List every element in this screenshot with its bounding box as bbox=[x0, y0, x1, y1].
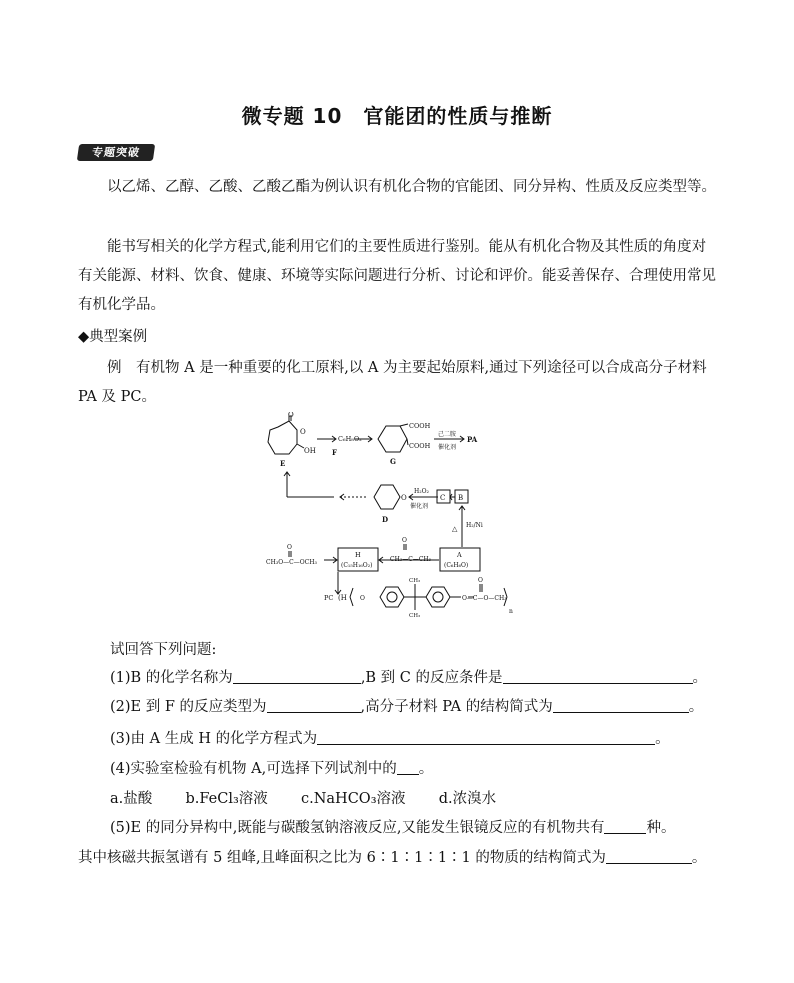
label-pa: PA bbox=[467, 435, 478, 444]
option-c: c.NaHCO₃溶液 bbox=[301, 791, 406, 807]
case-heading: ◆典型案例 bbox=[78, 329, 148, 345]
pc-end-group: O—C—O—CH₃ bbox=[462, 595, 507, 602]
dmc-o: O bbox=[287, 544, 292, 551]
reagent-h2o2: H₂O₂ bbox=[414, 488, 429, 495]
reagent-hexanediamine: 己二胺 bbox=[438, 431, 457, 438]
section-badge: 专题突破 bbox=[77, 144, 155, 161]
q2-blank-pa[interactable] bbox=[553, 697, 689, 713]
acetone: CH₃—C—CH₃ bbox=[390, 556, 432, 563]
option-b: b.FeCl₃溶液 bbox=[185, 791, 268, 807]
page-title: 微专题 10 官能团的性质与推断 bbox=[241, 104, 553, 128]
question-4 bbox=[110, 755, 730, 784]
label-pc: PC bbox=[324, 594, 334, 602]
label-e: E bbox=[280, 459, 286, 468]
catalyst-mid: 催化剂 bbox=[410, 503, 429, 510]
q2-text-c: 。 bbox=[688, 699, 704, 715]
q2-text-a: (2)E 到 F 的反应类型为 bbox=[110, 699, 267, 715]
pc-n: n bbox=[509, 608, 513, 615]
condition-h2-ni: H₂/Ni bbox=[466, 522, 483, 529]
q1-text-a: (1)B 的化学名称为 bbox=[110, 670, 233, 686]
condition-heat: △ bbox=[452, 525, 458, 533]
label-d: D bbox=[382, 515, 389, 524]
option-a: a.盐酸 bbox=[110, 791, 153, 807]
f-formula: C₆H₈O₂ bbox=[338, 435, 362, 443]
q5-text-d: 。 bbox=[691, 850, 707, 866]
q3-blank-equation[interactable] bbox=[317, 729, 655, 745]
a-formula: (C₆H₆O) bbox=[444, 562, 469, 569]
q5-blank-count[interactable] bbox=[604, 818, 646, 834]
e-ring-o: O bbox=[300, 428, 306, 436]
q5-text-a: (5)E 的同分异构中,既能与碳酸氢钠溶液反应,又能发生银镜反应的有机物共有 bbox=[110, 820, 605, 836]
label-h: H bbox=[355, 551, 361, 559]
label-c: C bbox=[440, 494, 446, 502]
question-2 bbox=[110, 693, 730, 722]
q5-blank-structure[interactable] bbox=[606, 848, 692, 864]
label-b: B bbox=[458, 494, 464, 502]
g-cooh-1: COOH bbox=[409, 422, 431, 430]
question-4-options bbox=[110, 785, 730, 814]
question-5 bbox=[110, 814, 730, 843]
q2-text-b: ,高分子材料 PA 的结构简式为 bbox=[360, 699, 553, 715]
pc-carbonyl-o: O bbox=[478, 577, 483, 584]
label-f: F bbox=[332, 448, 337, 457]
q1-blank-condition[interactable] bbox=[503, 668, 693, 684]
pc-h: (H bbox=[338, 594, 347, 602]
questions-lead: 试回答下列问题: bbox=[110, 642, 217, 658]
intro-paragraph-1: 以乙烯、乙醇、乙酸、乙酸乙酯为例认识有机化合物的官能团、同分异构、性质及反应类型等。 bbox=[107, 179, 716, 195]
q2-blank-type[interactable] bbox=[267, 697, 361, 713]
e-carbonyl-o: O bbox=[288, 412, 294, 419]
q1-text-c: 。 bbox=[692, 670, 707, 686]
q4-text: (4)实验室检验有机物 A,可选择下列试剂中的 bbox=[110, 761, 397, 777]
pc-ch3-bottom: CH₃ bbox=[409, 613, 421, 619]
g-cooh-2: COOH bbox=[409, 442, 431, 450]
label-a: A bbox=[457, 551, 462, 559]
pc-ch3-top: CH₃ bbox=[409, 578, 421, 584]
e-oh: OH bbox=[304, 447, 316, 455]
catalyst-top: 催化剂 bbox=[438, 444, 457, 451]
dimethyl-carbonate: CH₃O—C—OCH₃ bbox=[266, 559, 317, 566]
q1-blank-b-name[interactable] bbox=[233, 668, 361, 684]
q1-text-b: ,B 到 C 的反应条件是 bbox=[360, 670, 503, 686]
option-d: d.浓溴水 bbox=[438, 791, 497, 807]
q5-text-b: 种。 bbox=[646, 820, 676, 836]
label-g: G bbox=[390, 457, 396, 466]
pc-o-left: O bbox=[360, 595, 365, 602]
question-1 bbox=[110, 664, 730, 693]
intro-paragraph-2: 能书写相关的化学方程式,能利用它们的主要性质进行鉴别。能从有机化合物及其性质的角度对有关能源、材料、饮食、健康、环境等实际问题进行分析、讨论和评价。能妥善保存、合理使用常见有机化学品。 bbox=[78, 239, 716, 313]
question-5-continued bbox=[78, 844, 738, 873]
q5-text-c: 其中核磁共振氢谱有 5 组峰,且峰面积之比为 6∶1∶1∶1∶1 的物质的结构简式为 bbox=[78, 850, 606, 866]
h-formula: (C₁₅H₁₆O₂) bbox=[341, 562, 373, 569]
d-carbonyl-o: O bbox=[401, 494, 407, 502]
q4-blank-reagent[interactable] bbox=[397, 759, 419, 775]
example-text: 例 有机物 A 是一种重要的化工原料,以 A 为主要起始原料,通过下列途径可以合成高分子材料 PA 及 PC。 bbox=[78, 360, 707, 405]
question-3 bbox=[110, 725, 730, 754]
acetone-o: O bbox=[402, 537, 407, 544]
q3-text-b: 。 bbox=[655, 731, 670, 747]
reaction-scheme bbox=[262, 412, 552, 620]
q4-text-end: 。 bbox=[418, 761, 434, 777]
q3-text-a: (3)由 A 生成 H 的化学方程式为 bbox=[110, 731, 318, 747]
